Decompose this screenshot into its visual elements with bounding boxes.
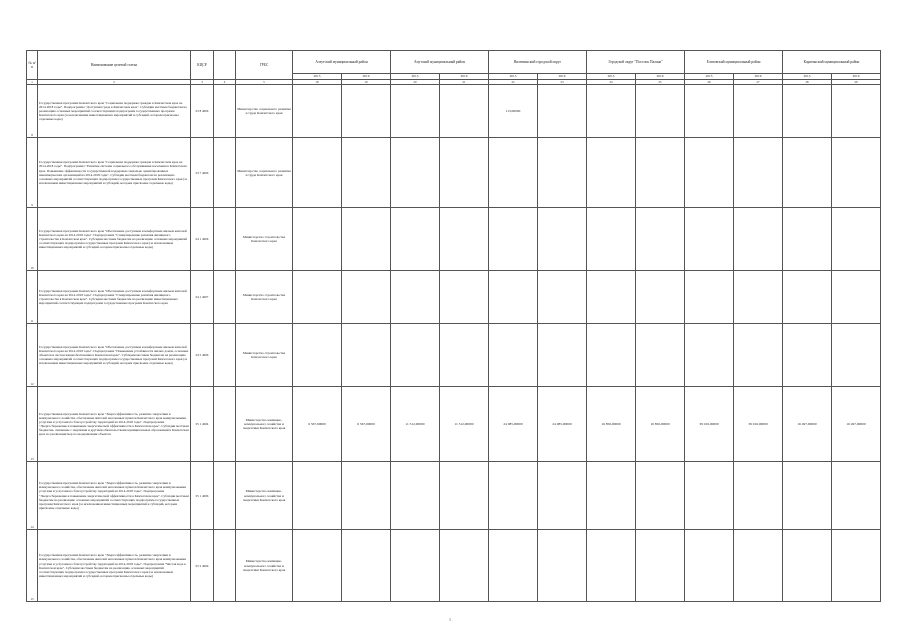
header-district: Елизовский муниципальный район [685,51,783,74]
header-district: Вилючинский городской округ [489,51,587,74]
row-value [832,85,881,138]
row-value: 11 312,00000 [391,387,440,462]
row-value: 24 085,00000 [538,387,587,462]
row-value [832,271,881,324]
row-vr-code [214,85,236,138]
row-value [489,324,538,387]
row-value [734,324,783,387]
row-value [440,324,489,387]
header-year: 2016 [832,74,881,80]
row-vr-code [214,387,236,462]
row-number: 14 [27,462,38,530]
header-district: Алеутский муниципальный район [293,51,391,74]
row-grbs: Министерство строительства Камчатского края [236,208,293,271]
row-value [538,208,587,271]
row-value [734,208,783,271]
row-value [587,530,636,602]
row-grbs: Министерство строительства Камчатского края [236,271,293,324]
row-value [342,85,391,138]
row-value: 6 567,00000 [342,387,391,462]
row-value [783,271,832,324]
row-value [538,271,587,324]
row-kcsr-code: 04 5 4006 [191,324,214,387]
row-value [342,271,391,324]
header-column-number: 3 [191,80,214,85]
header-column-number: 2 [38,80,191,85]
row-value: 11 312,00000 [440,387,489,462]
row-value [685,530,734,602]
row-program-name: Государственная программа Камчатского края "Обеспечение доступным и комфортным жильем жителей Камчатского края на 2014-2018 годы". Подпрограмма "Повышение устойчивости жилых домов, основных объектов и систем жизнеобеспечения в Камчатском крае". Субсидии местным бюджетам на реализацию основных мероприятий соответствующих подпрограмм государственных программ Камчатского края (за исключением инвестиционных мероприятий и субсидий, которым присвоены отдельные коды) [38,324,191,387]
header-district: Карагинский муниципальный район [783,51,881,74]
row-value: 39 016,00000 [734,387,783,462]
header-year: 2015 [587,74,636,80]
header-year: 2016 [342,74,391,80]
row-value [783,462,832,530]
row-program-name: Государственная программа Камчатского края "Энергоэффективность, развитие энергетики и коммунального хозяйства, обеспечение жителей населенных пунктов Камчатского края коммунальными услугами и услугами по благоустройству территорий на 2014-2018 годы". Подпрограмма "Энергосбережение и повышение энергетической эффективности в Камчатском крае". Субсидии местным бюджетам на реализацию основных мероприятий соответствующих подпрограмм государственных программ Камчатского края (за исключением инвестиционных мероприятий и субсидий, которым присвоены отдельные коды) [38,462,191,530]
table-row [27,387,881,462]
header-district: Апутский муниципальный район [391,51,489,74]
row-value [440,208,489,271]
row-kcsr-code: 05 2 4006 [191,530,214,602]
row-value [391,271,440,324]
header-column-number: 1 [27,80,38,85]
row-value [636,271,685,324]
header-column-number: 24 [587,80,636,85]
row-program-name: Государственная программа Камчатского края "Обеспечение доступным и комфортным жильем жителей Камчатского края на 2014-2018 годы". Подпрограмма "Стимулирование развития жилищного строительства в Камчатском крае". Субсидии местным бюджетам на реализацию основных мероприятий соответствующих подпрограмм государственных программ Камчатского края (за исключением инвестиционных мероприятий и субсидий, которым присвоены отдельные коды) [38,208,191,271]
row-grbs: Министерство жилищно-коммунального хозяйства и энергетики Камчатского края [236,530,293,602]
header-num: № п/п [27,51,38,80]
row-value [734,271,783,324]
header-column-number: 27 [734,80,783,85]
row-kcsr-code: 05 1 4004 [191,387,214,462]
row-kcsr-code: 04 1 4007 [191,271,214,324]
row-value [391,462,440,530]
row-value [342,324,391,387]
row-value [293,208,342,271]
row-value [685,324,734,387]
row-value [489,530,538,602]
row-vr-code [214,462,236,530]
row-value [440,530,489,602]
row-value [783,208,832,271]
row-number: 15 [27,530,38,602]
row-value [636,138,685,208]
row-number: 10 [27,208,38,271]
header-year: 2016 [636,74,685,80]
row-kcsr-code: 04 1 4006 [191,208,214,271]
row-value [832,324,881,387]
row-grbs: Министерство социального развития и труда Камчатского края [236,138,293,208]
row-value [783,530,832,602]
row-value [293,271,342,324]
row-value: 39 016,00000 [685,387,734,462]
row-value [685,208,734,271]
row-value [783,324,832,387]
header-column-number: 23 [538,80,587,85]
row-value [293,462,342,530]
row-number: 8 [27,85,38,138]
row-number: 9 [27,138,38,208]
row-value [783,138,832,208]
row-value: 113,00000 [489,85,538,138]
row-value: 24 085,00000 [489,387,538,462]
header-year: 2016 [440,74,489,80]
row-value [587,271,636,324]
row-value [391,208,440,271]
row-vr-code [214,138,236,208]
row-value: 16 856,00000 [636,387,685,462]
header-vr [214,51,236,80]
row-value [440,271,489,324]
header-column-number: 29 [832,80,881,85]
row-value [293,530,342,602]
row-value [636,462,685,530]
row-value: 16 856,00000 [587,387,636,462]
row-value [685,462,734,530]
header-column-number: 20 [391,80,440,85]
row-value [538,324,587,387]
row-program-name: Государственная программа Камчатского края "Социальная поддержка граждан в Камчатском крае на 2014-2018 годы". Подпрограмма "Развитие системы социального обслуживания населения в Камчатском крае. Повышение эффективности государственной поддержки социально ориентированных некоммерческих организаций на 2014-2018 годы". Субсидии местным бюджетам на реализацию основных мероприятий соответствующих подпрограмм государственных программ Камчатского края (за исключением инвестиционных мероприятий и субсидий, которым присвоены отдельные коды) [38,138,191,208]
row-value [440,462,489,530]
header-name: Наименование целевой статьи [38,51,191,80]
row-value [832,138,881,208]
header-year: 2016 [734,74,783,80]
row-kcsr-code: 05 1 4006 [191,462,214,530]
table-row [27,462,881,530]
row-value [587,138,636,208]
header-column-number: 4 [214,80,236,85]
row-value [538,138,587,208]
row-value [391,530,440,602]
row-value [342,530,391,602]
row-value [538,462,587,530]
row-number: 12 [27,324,38,387]
row-value [587,208,636,271]
header-year: 2016 [538,74,587,80]
table-row [27,208,881,271]
header-year: 2015 [489,74,538,80]
header-district: Городской округ "Поселок Палана" [587,51,685,74]
header-column-number: 22 [489,80,538,85]
row-value [685,85,734,138]
row-program-name: Государственная программа Камчатского края "Обеспечение доступным и комфортным жильем жителей Камчатского края на 2014-2018 годы". Подпрограмма "Стимулирование развития жилищного строительства в Камчатском крае". Субсидии местным бюджетам на реализацию инвестиционных мероприятий соответствующих подпрограмм государственных программ Камчатского края [38,271,191,324]
row-value [783,85,832,138]
row-value [832,530,881,602]
table-row [27,138,881,208]
table-row [27,85,881,138]
page-number: 1 [449,617,451,622]
row-value [440,85,489,138]
row-value [832,462,881,530]
row-kcsr-code: 03 7 4006 [191,138,214,208]
row-vr-code [214,208,236,271]
row-value [636,324,685,387]
row-program-name: Государственная программа Камчатского края "Энергоэффективность, развитие энергетики и коммунального хозяйства, обеспечение жителей населенных пунктов Камчатского края коммунальными услугами и услугами по благоустройству территорий на 2014-2018 годы". Подпрограмма "Энергосбережение и повышение энергетической эффективности в Камчатском крае". Субсидии местным бюджетам, связанные с закупками и другими обязательствами муниципальных образований в Камчатском крае по реализации мер по модернизации объектов [38,387,191,462]
row-value [489,138,538,208]
row-value [293,138,342,208]
row-value [293,85,342,138]
header-kcsr: КЦСР [191,51,214,80]
row-grbs: Министерство социального развития и труда Камчатского края [236,85,293,138]
row-number: 11 [27,271,38,324]
row-value [391,324,440,387]
row-value [489,271,538,324]
header-column-number: 26 [685,80,734,85]
row-value [391,85,440,138]
row-value [342,462,391,530]
row-vr-code [214,530,236,602]
header-column-number: 25 [636,80,685,85]
row-program-name: Государственная программа Камчатского края "Энергоэффективность, развитие энергетики и коммунального хозяйства, обеспечение жителей населенных пунктов Камчатского края коммунальными услугами и услугами по благоустройству территорий на 2014-2018 годы". Подпрограмма "Чистая вода в Камчатском крае". Субсидии местным бюджетам на реализацию основных мероприятий соответствующих подпрограмм государственных программ Камчатского края (за исключением инвестиционных мероприятий и субсидий, которым присвоены отдельные коды) [38,530,191,602]
row-value [636,530,685,602]
row-value [587,85,636,138]
row-value: 6 567,00000 [293,387,342,462]
table-row [27,271,881,324]
row-value [342,138,391,208]
table-row [27,324,881,387]
row-value: 16 497,00000 [832,387,881,462]
header-year: 2015 [391,74,440,80]
row-value [734,530,783,602]
row-grbs: Министерство жилищно-коммунального хозяйства и энергетики Камчатского края [236,462,293,530]
row-vr-code [214,271,236,324]
header-year: 2015 [293,74,342,80]
row-value [293,324,342,387]
row-value [636,208,685,271]
row-value [538,85,587,138]
row-value [832,208,881,271]
budget-table-sheet [26,50,880,602]
header-year: 2015 [783,74,832,80]
row-vr-code [214,324,236,387]
row-value [734,462,783,530]
header-column-number: 5 [236,80,293,85]
row-value [342,208,391,271]
row-value [489,462,538,530]
row-value [685,271,734,324]
table-body [27,85,881,602]
row-value [685,138,734,208]
row-kcsr-code: 03 8 4006 [191,85,214,138]
row-value [734,85,783,138]
row-value [636,85,685,138]
header-column-number: 19 [342,80,391,85]
header-column-number: 18 [293,80,342,85]
header-grbs: ГРБС [236,51,293,80]
row-value [391,138,440,208]
row-grbs: Министерство жилищно-коммунального хозяйства и энергетики Камчатского края [236,387,293,462]
row-program-name: Государственная программа Камчатского края "Социальная поддержка граждан в Камчатском крае на 2014-2018 годы". Подпрограмма "Доступная среда в Камчатском крае". Субсидии местным бюджетам на реализацию основных мероприятий соответствующих подпрограмм государственных программ Камчатского края (за исключением инвестиционных мероприятий и субсидий, которым присвоены отдельные коды) [38,85,191,138]
row-number: 13 [27,387,38,462]
header-column-number: 21 [440,80,489,85]
row-value [587,324,636,387]
row-value: 16 497,00000 [783,387,832,462]
row-value [440,138,489,208]
row-value [538,530,587,602]
header-column-number: 28 [783,80,832,85]
row-value [734,138,783,208]
row-grbs: Министерство строительства Камчатского края [236,324,293,387]
row-value [587,462,636,530]
header-year: 2015 [685,74,734,80]
row-value [489,208,538,271]
budget-table [26,50,881,602]
table-row [27,530,881,602]
header-row-titles [27,51,881,74]
